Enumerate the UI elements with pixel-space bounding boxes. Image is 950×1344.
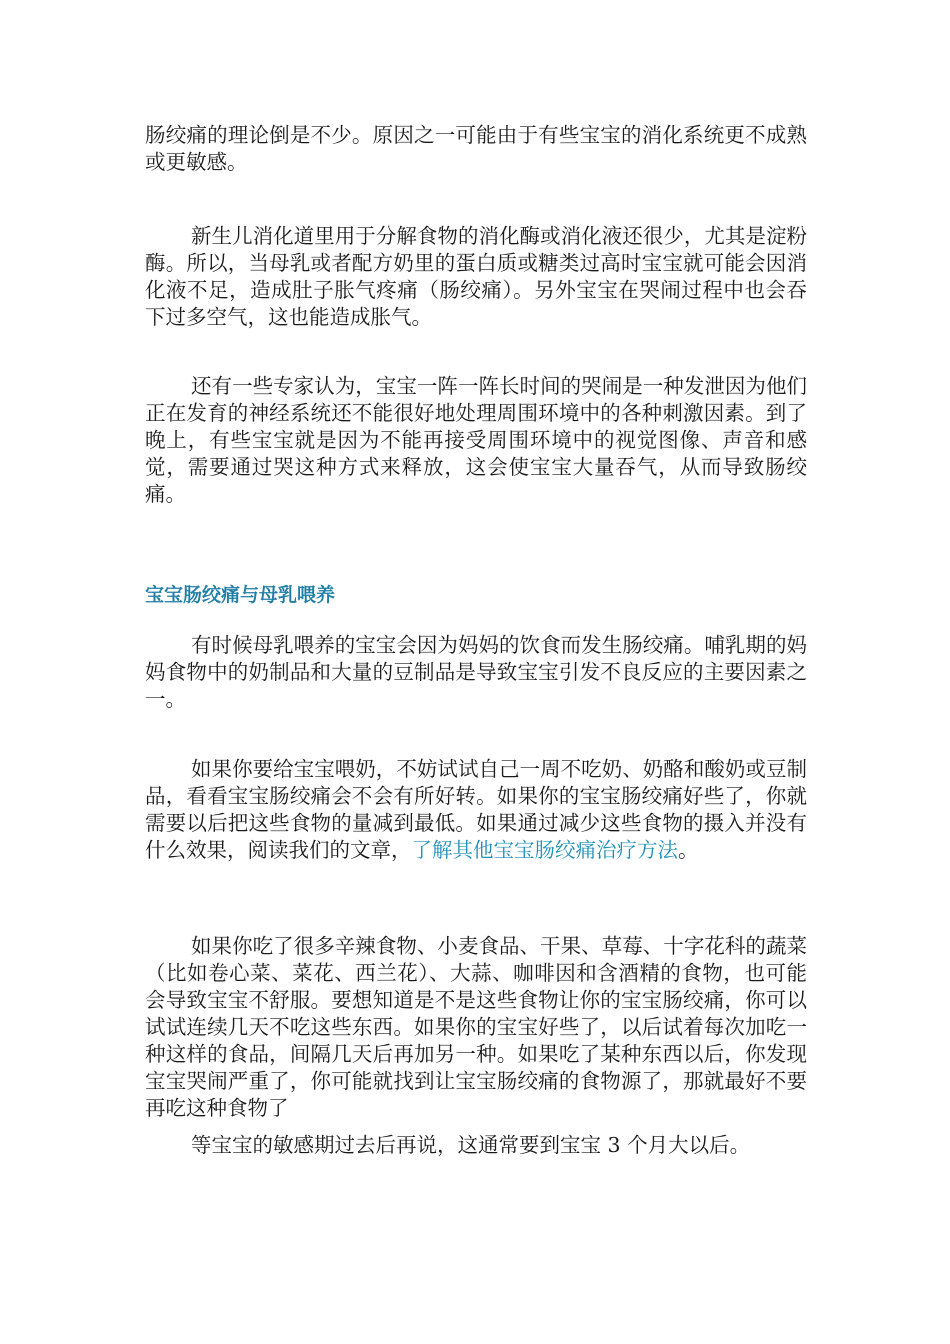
paragraph-2: 新生儿消化道里用于分解食物的消化酶或消化液还很少，尤其是淀粉酶。所以，当母乳或者配方奶里的蛋白质或糖类过高时宝宝就可能会因消化液不足，造成肚子胀气疼痛（肠绞痛）。另外宝宝在哭闹过程中也会吞下过多空气，这也能造成胀气。 xyxy=(145,224,807,329)
paragraph-5-text: 如果你要给宝宝喂奶，不妨试试自己一周不吃奶、奶酪和酸奶或豆制品，看看宝宝肠绞痛会不会有所好转。如果你的宝宝肠绞痛好些了，你就需要以后把这些食物的量减到最低。如果通过减少这些食物的摄入并没有什么效果，阅读我们的文章， xyxy=(145,757,807,862)
treatment-methods-link[interactable]: 了解其他宝宝肠绞痛治疗方法 xyxy=(411,838,678,862)
paragraph-6-last-line: 等宝宝的敏感期过去后再说，这通常要到宝宝 3 个月大以后。 xyxy=(191,1133,751,1157)
paragraph-4: 有时候母乳喂养的宝宝会因为妈妈的饮食而发生肠绞痛。哺乳期的妈妈食物中的奶制品和大量的豆制品是导致宝宝引发不良反应的主要因素之一。 xyxy=(145,633,807,711)
paragraph-6-text: 如果你吃了很多辛辣食物、小麦食品、干果、草莓、十字花科的蔬菜（比如卷心菜、菜花、西兰花）、大蒜、咖啡因和含酒精的食物，也可能会导致宝宝不舒服。要想知道是不是这些食物让你的宝宝肠绞痛，你可以试试连续几天不吃这些东西。如果你的宝宝好些了，以后试着每次加吃一种这样的食品，间隔几天后再加另一种。如果吃了某种东西以后，你发现宝宝哭闹严重了，你可能就找到让宝宝肠绞痛的食物源了，那就最好不要再吃这种食物了 xyxy=(145,934,807,1120)
paragraph-5-end: 。 xyxy=(678,838,699,862)
paragraph-1: 肠绞痛的理论倒是不少。原因之一可能由于有些宝宝的消化系统更不成熟或更敏感。 xyxy=(145,123,807,174)
paragraph-3: 还有一些专家认为，宝宝一阵一阵长时间的哭闹是一种发泄因为他们正在发育的神经系统还不能很好地处理周围环境中的各种刺激因素。到了晚上，有些宝宝就是因为不能再接受周围环境中的视觉图像、声音和感觉，需要通过哭这种方式来释放，这会使宝宝大量吞气，从而导致肠绞痛。 xyxy=(145,374,807,506)
paragraph-6 xyxy=(145,933,807,1159)
section-heading: 宝宝肠绞痛与母乳喂养 xyxy=(145,584,336,606)
paragraph-5 xyxy=(145,756,807,864)
